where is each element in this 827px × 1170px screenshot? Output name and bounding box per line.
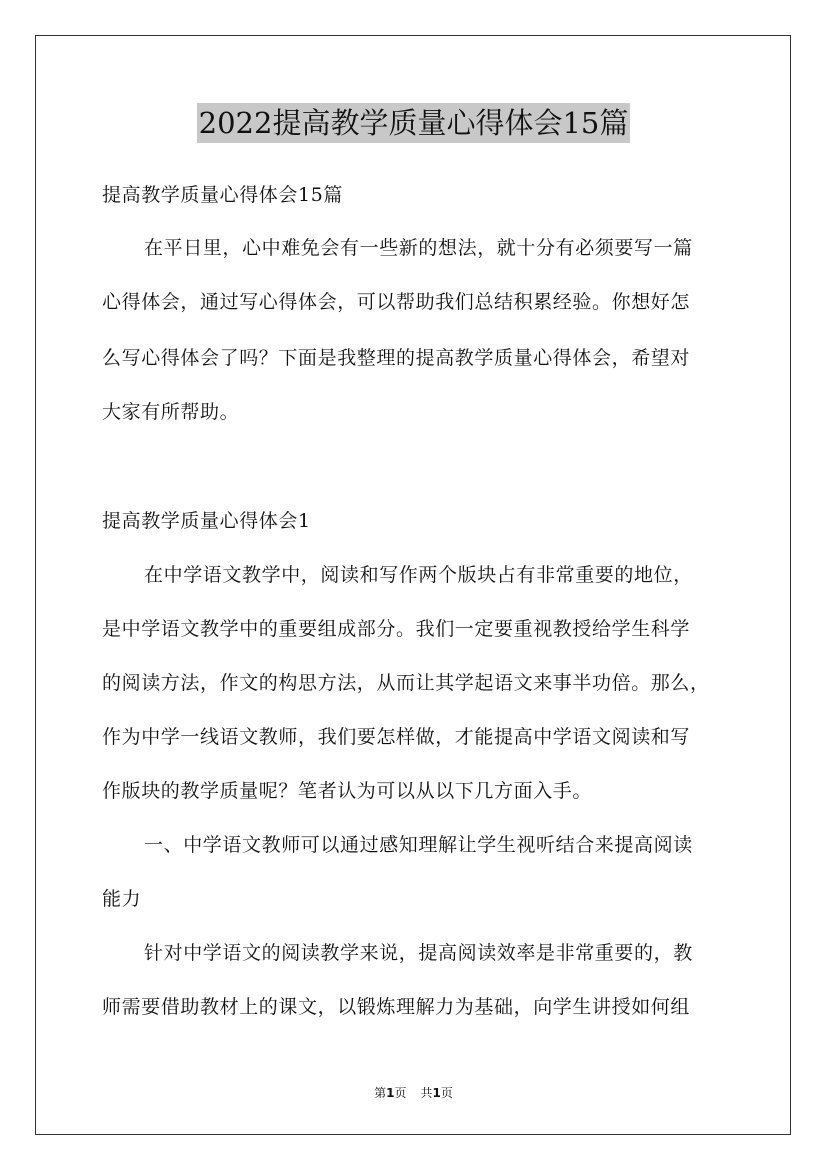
intro-line-1: 在平日里，心中难免会有一些新的想法，就十分有必须要写一篇 (144, 237, 693, 259)
section-line-1: 在中学语文教学中，阅读和写作两个版块占有非常重要的地位， (144, 564, 693, 586)
page-footer (0, 1085, 827, 1101)
intro-line-2: 心得体会，通过写心得体会，可以帮助我们总结积累经验。你想好怎 (102, 291, 691, 313)
section-line-3: 的阅读方法，作文的构思方法，从而让其学起语文来事半功倍。那么， (102, 672, 710, 694)
title-container (0, 103, 827, 143)
document-title: 2022提高教学质量心得体会15篇 (197, 103, 631, 143)
intro-line-4: 大家有所帮助。 (102, 401, 240, 423)
footer-total-suffix: 页 (440, 1086, 453, 1100)
section-line-2: 是中学语文教学中的重要组成部分。我们一定要重视教授给学生科学 (102, 618, 691, 640)
section-heading: 提高教学质量心得体会1 (102, 510, 311, 532)
section-line-6: 一、中学语文教师可以通过感知理解让学生视听结合来提高阅读 (144, 834, 693, 856)
footer-page-prefix: 第 (374, 1086, 387, 1100)
document-subtitle: 提高教学质量心得体会15篇 (102, 184, 343, 206)
footer-total-prefix: 共 (420, 1086, 433, 1100)
section-line-5: 作版块的教学质量呢？笔者认为可以从以下几方面入手。 (102, 780, 593, 802)
footer-page-suffix: 页 (394, 1086, 407, 1100)
section-line-8: 针对中学语文的阅读教学来说，提高阅读效率是非常重要的，教 (144, 942, 693, 964)
section-line-7: 能力 (102, 888, 142, 910)
section-line-9: 师需要借助教材上的课文，以锻炼理解力为基础，向学生讲授如何组 (102, 996, 691, 1018)
intro-line-3: 么写心得体会了吗？下面是我整理的提高教学质量心得体会，希望对 (102, 347, 691, 369)
section-line-4: 作为中学一线语文教师，我们要怎样做，才能提高中学语文阅读和写 (102, 726, 691, 748)
footer-page-number: 1 (386, 1086, 395, 1100)
footer-total-number: 1 (432, 1086, 441, 1100)
